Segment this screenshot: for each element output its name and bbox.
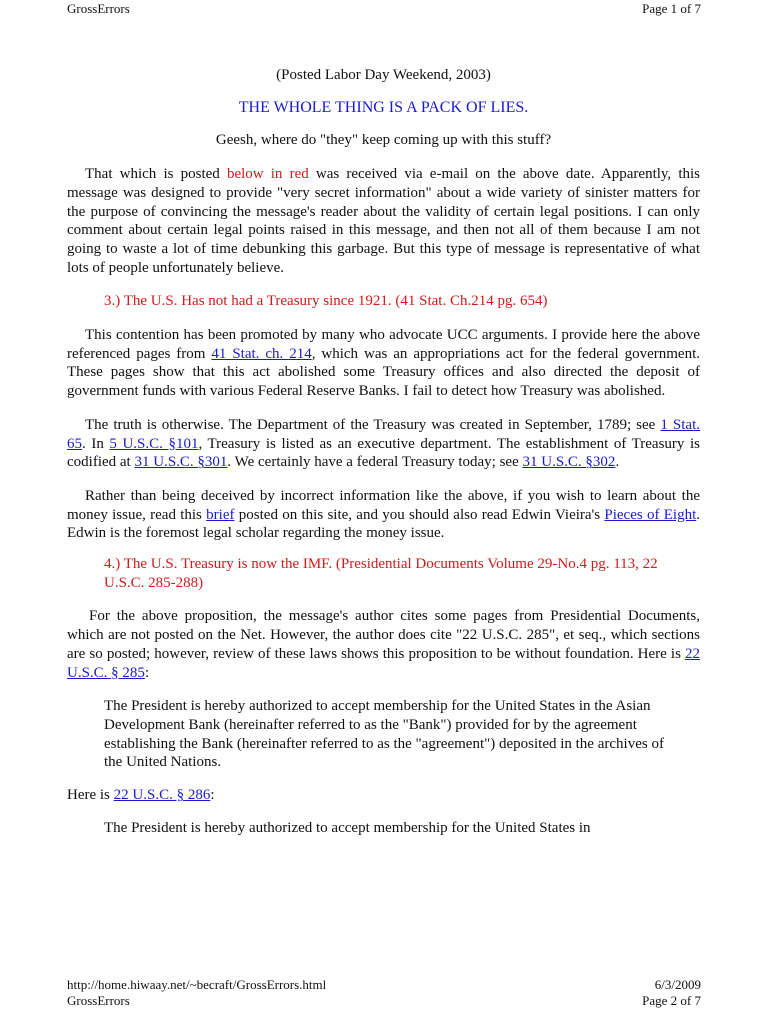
paragraph-proposition — [67, 607, 700, 682]
posted-date: (Posted Labor Day Weekend, 2003) — [276, 67, 491, 83]
text: , Treasury is listed as an executive department. The establishment of Treasury is codified at — [67, 435, 700, 471]
text: Rather than being deceived by incorrect information like the above, if you wish to learn about the money issue, read this — [67, 487, 700, 523]
link-22-usc-286[interactable]: 22 U.S.C. § 286 — [113, 787, 211, 804]
text: . We certainly have a federal Treasury today; see — [227, 454, 523, 471]
text: That which is posted — [85, 166, 227, 183]
text: This contention has been promoted by many who advocate UCC arguments. I provide here the above referenced pages from — [67, 327, 700, 362]
quote-285: The President is hereby authorized to accept membership for the United States in the Asian Development Bank (hereinafter referred to as the "Bank") provided for by the agreement establishing the Bank (hereinafter referred to as the "agreement") deposited in the archives of the United Nations. — [104, 698, 664, 771]
text: : — [144, 664, 150, 681]
footer-title: GrossErrors — [67, 993, 130, 1008]
link-1-stat-65[interactable]: 1 Stat. 65 — [67, 416, 700, 452]
link-brief[interactable]: brief — [206, 506, 235, 523]
quote-286: The President is hereby authorized to accept membership for the United States in — [104, 819, 591, 836]
paragraph-treasury — [67, 326, 700, 401]
text: posted on this site, and you should also read Edwin Vieira's — [234, 506, 605, 523]
header-page-number: Page 1 of 7 — [642, 1, 701, 16]
paragraph-money — [67, 487, 700, 543]
claim-3: 3.) The U.S. Has not had a Treasury since 1921. (41 Stat. Ch.214 pg. 654) — [104, 293, 548, 310]
link-pieces-of-eight[interactable]: Pieces of Eight — [604, 506, 697, 523]
link-41-stat[interactable]: 41 Stat. ch. 214 — [211, 345, 312, 362]
text: . Edwin is the foremost legal scholar regarding the money issue. — [67, 506, 700, 542]
footer-date: 6/3/2009 — [654, 977, 701, 992]
claim-4: 4.) The U.S. Treasury is now the IMF. (Presidential Documents Volume 29-No.4 pg. 113, 22 U.S.C. 285-288) — [104, 556, 658, 591]
red-highlight: below in red — [226, 166, 309, 183]
text: . In — [82, 435, 110, 452]
text: The truth is otherwise. The Department of the Treasury was created in September, 1789; see — [85, 416, 661, 433]
document-body — [67, 66, 700, 838]
link-31-usc-302[interactable]: 31 U.S.C. §302 — [522, 454, 616, 471]
text: . — [615, 454, 620, 471]
footer-url: http://home.hiwaay.net/~becraft/GrossErrors.html — [67, 977, 327, 992]
paragraph-truth — [67, 416, 700, 472]
link-5-usc-101[interactable]: 5 U.S.C. §101 — [109, 435, 199, 452]
text: Here is — [67, 787, 114, 804]
header-title: GrossErrors — [67, 1, 130, 16]
text: was received via e-mail on the above date. Apparently, this message was designed to provide "very secret information" about a wide variety of sinister matters for the purpose of convincing the message's reader about the validity of certain legal positions. I can only comment about certain legal points raised in this message, and then not all of them because I am not going to waste a lot of time debunking this garbage. But this type of message is representative of what lots of people unfortunately believe. — [67, 166, 700, 276]
text: , which was an appropriations act for the federal government. These pages show that this act abolished some Treasury offices and also directed the deposit of government funds with various Federal Reserve Banks. I fail to detect how Treasury was abolished. — [67, 345, 701, 400]
link-31-usc-301[interactable]: 31 U.S.C. §301 — [134, 454, 228, 471]
paragraph-here-is — [67, 786, 700, 805]
text: For the above proposition, the message's author cites some pages from Presidential Documents, which are not posted on the Net. However, the author does cite "22 U.S.C. 285", et seq., which sections are so posted; however, review of these laws shows this proposition to be without foundation. Here is — [67, 608, 700, 662]
paragraph-intro — [67, 165, 700, 277]
link-22-usc-285[interactable]: 22 U.S.C. § 285 — [67, 645, 700, 681]
headline: THE WHOLE THING IS A PACK OF LIES. — [238, 98, 529, 116]
geesh-line: Geesh, where do "they" keep coming up with this stuff? — [215, 132, 552, 149]
footer-page-number: Page 2 of 7 — [642, 993, 701, 1008]
text: : — [210, 787, 215, 804]
